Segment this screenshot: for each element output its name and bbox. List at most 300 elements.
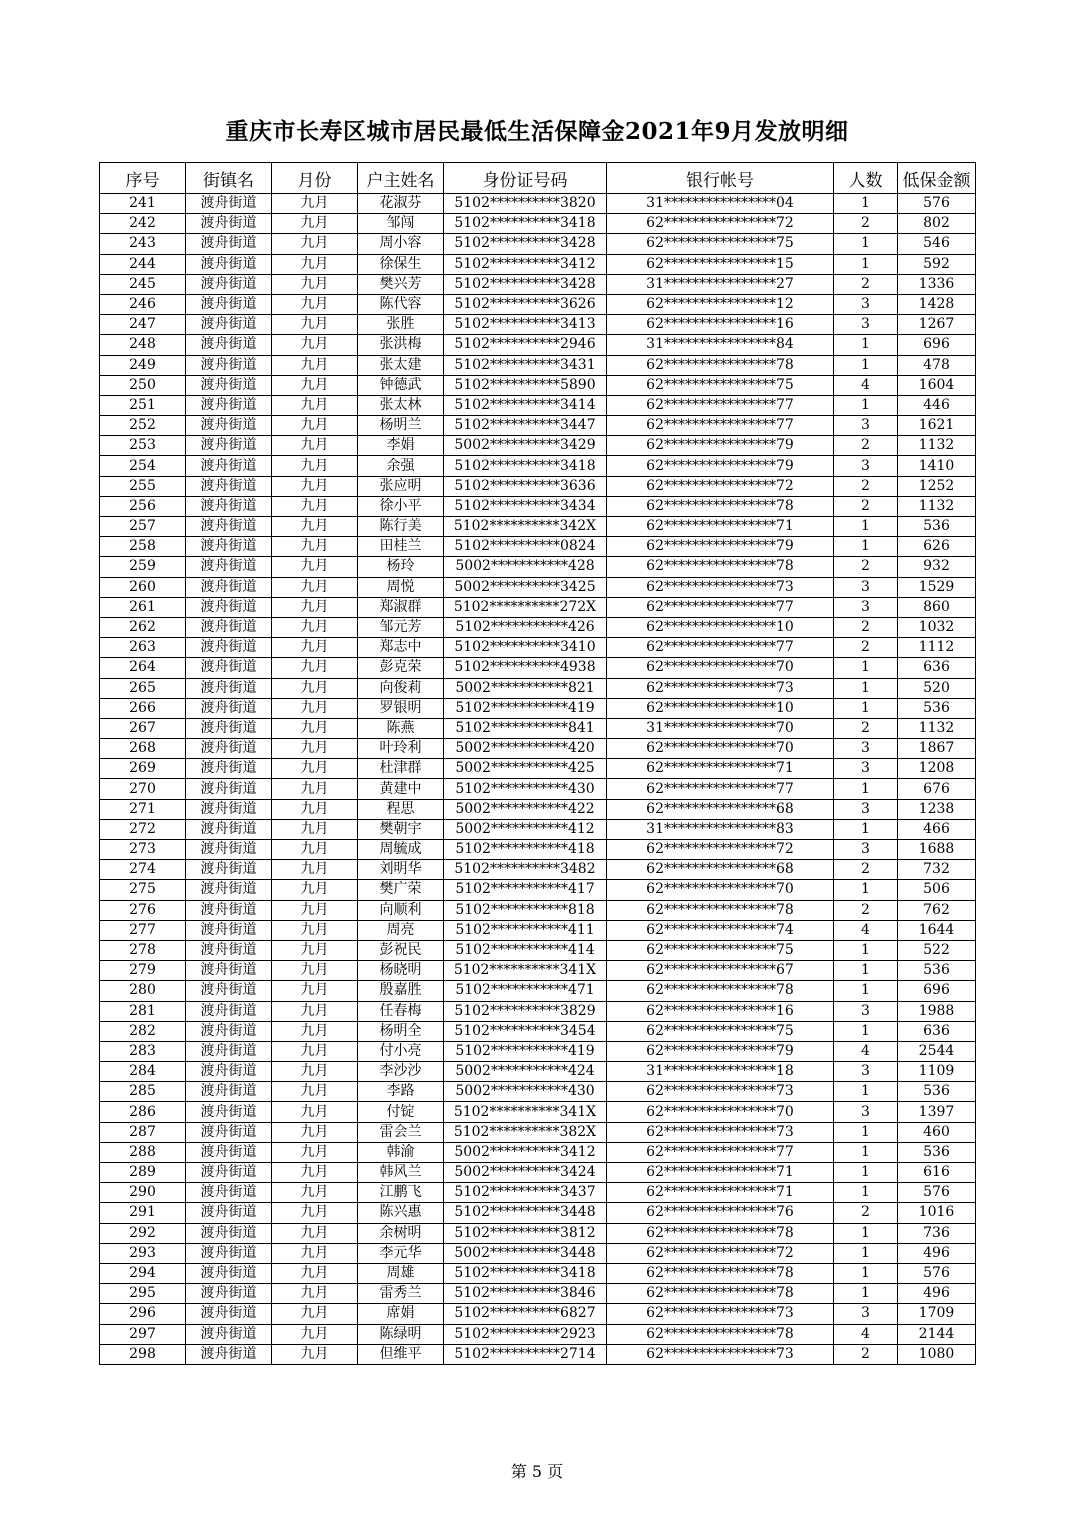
table-cell: 渡舟街道 [186,920,272,940]
table-cell: 62****************73 [607,1082,834,1102]
table-cell: 渡舟街道 [186,1183,272,1203]
table-row [100,294,976,314]
table-cell: 276 [100,900,186,920]
table-cell: 62****************71 [607,1183,834,1203]
table-row [100,496,976,516]
table-cell: 2144 [898,1324,976,1344]
table-cell: 5102***********426 [444,617,607,637]
table-cell: 1529 [898,577,976,597]
table-cell: 1621 [898,416,976,436]
table-cell: 289 [100,1163,186,1183]
table-cell: 62****************71 [607,1163,834,1183]
table-cell: 九月 [272,617,358,637]
table-cell: 陈燕 [358,718,444,738]
table-cell: 62****************75 [607,234,834,254]
table-cell: 1 [834,1183,898,1203]
table-cell: 5002**********3425 [444,577,607,597]
table-cell: 席娟 [358,1304,444,1324]
table-cell: 285 [100,1082,186,1102]
table-cell: 九月 [272,1324,358,1344]
table-cell: 彭克荣 [358,658,444,678]
table-cell: 5102***********417 [444,880,607,900]
table-cell: 渡舟街道 [186,274,272,294]
table-cell: 62****************78 [607,1324,834,1344]
table-cell: 渡舟街道 [186,1122,272,1142]
table-cell: 向顺利 [358,900,444,920]
table-cell: 496 [898,1243,976,1263]
table-cell: 62****************78 [607,557,834,577]
table-cell: 雷秀兰 [358,1284,444,1304]
table-cell: 九月 [272,355,358,375]
table-cell: 彭祝民 [358,940,444,960]
table-cell: 周悦 [358,577,444,597]
table-cell: 1604 [898,375,976,395]
table-cell: 徐小平 [358,496,444,516]
table-cell: 罗银明 [358,698,444,718]
table-cell: 62****************70 [607,739,834,759]
table-cell: 九月 [272,1243,358,1263]
table-row [100,395,976,415]
table-cell: 262 [100,617,186,637]
table-cell: 2544 [898,1041,976,1061]
table-row [100,557,976,577]
table-cell: 渡舟街道 [186,1203,272,1223]
table-cell: 269 [100,759,186,779]
table-cell: 62****************73 [607,1344,834,1364]
table-cell: 九月 [272,678,358,698]
table-cell: 韩渝 [358,1142,444,1162]
table-cell: 1336 [898,274,976,294]
table-cell: 1 [834,940,898,960]
table-cell: 496 [898,1284,976,1304]
table-cell: 1 [834,981,898,1001]
table-cell: 261 [100,597,186,617]
table-cell: 62****************79 [607,436,834,456]
table-cell: 265 [100,678,186,698]
table-cell: 1267 [898,315,976,335]
table-row [100,1223,976,1243]
table-cell: 62****************71 [607,759,834,779]
table-cell: 4 [834,1041,898,1061]
table-cell: 260 [100,577,186,597]
table-cell: 1 [834,1021,898,1041]
table-cell: 九月 [272,739,358,759]
table-cell: 62****************77 [607,779,834,799]
table-cell: 290 [100,1183,186,1203]
table-cell: 渡舟街道 [186,194,272,214]
table-cell: 渡舟街道 [186,395,272,415]
table-row [100,315,976,335]
table-cell: 592 [898,254,976,274]
allowance-table [99,162,976,1365]
table-cell: 293 [100,1243,186,1263]
table-row [100,476,976,496]
table-cell: 62****************77 [607,638,834,658]
table-cell: 62****************77 [607,1142,834,1162]
table-cell: 736 [898,1223,976,1243]
table-cell: 九月 [272,1122,358,1142]
table-cell: 1132 [898,436,976,456]
table-cell: 樊兴芳 [358,274,444,294]
table-cell: 31****************04 [607,194,834,214]
table-cell: 62****************78 [607,1284,834,1304]
table-row [100,355,976,375]
table-cell: 3 [834,1062,898,1082]
table-cell: 李元华 [358,1243,444,1263]
table-cell: 余树明 [358,1223,444,1243]
table-cell: 九月 [272,940,358,960]
table-cell: 62****************15 [607,254,834,274]
table-cell: 286 [100,1102,186,1122]
table-cell: 696 [898,981,976,1001]
table-cell: 付小亮 [358,1041,444,1061]
table-cell: 31****************83 [607,819,834,839]
table-cell: 5002***********422 [444,799,607,819]
table-cell: 1112 [898,638,976,658]
table-cell: 1 [834,335,898,355]
table-cell: 陈兴惠 [358,1203,444,1223]
table-row [100,819,976,839]
table-cell: 渡舟街道 [186,739,272,759]
table-cell: 周亮 [358,920,444,940]
table-row [100,759,976,779]
table-row [100,436,976,456]
table-cell: 287 [100,1122,186,1142]
table-cell: 程思 [358,799,444,819]
table-cell: 渡舟街道 [186,416,272,436]
table-cell: 255 [100,476,186,496]
table-cell: 626 [898,537,976,557]
table-cell: 渡舟街道 [186,698,272,718]
table-cell: 1238 [898,799,976,819]
table-cell: 62****************71 [607,517,834,537]
table-cell: 1016 [898,1203,976,1223]
table-cell: 2 [834,496,898,516]
table-cell: 九月 [272,234,358,254]
table-cell: 3 [834,597,898,617]
table-row [100,1163,976,1183]
table-row [100,1062,976,1082]
table-header-row [100,163,976,194]
table-row [100,799,976,819]
table-cell: 渡舟街道 [186,840,272,860]
table-cell: 刘明华 [358,860,444,880]
table-cell: 1 [834,537,898,557]
table-row [100,1304,976,1324]
table-row [100,456,976,476]
table-cell: 31****************84 [607,335,834,355]
table-cell: 九月 [272,577,358,597]
table-cell: 2 [834,617,898,637]
table-cell: 九月 [272,1142,358,1162]
table-cell: 254 [100,456,186,476]
table-row [100,698,976,718]
table-cell: 5002***********412 [444,819,607,839]
table-cell: 九月 [272,335,358,355]
table-cell: 3 [834,799,898,819]
header-cell: 身份证号码 [444,163,607,194]
table-cell: 1132 [898,496,976,516]
table-cell: 1 [834,779,898,799]
table-cell: 九月 [272,1102,358,1122]
table-cell: 298 [100,1344,186,1364]
table-cell: 九月 [272,395,358,415]
table-cell: 62****************76 [607,1203,834,1223]
table-cell: 62****************75 [607,940,834,960]
table-cell: 1132 [898,718,976,738]
table-cell: 297 [100,1324,186,1344]
table-row [100,1021,976,1041]
table-cell: 5102**********3482 [444,860,607,880]
table-cell: 九月 [272,456,358,476]
table-cell: 2 [834,274,898,294]
table-cell: 2 [834,1344,898,1364]
table-cell: 1 [834,1284,898,1304]
table-cell: 5102**********2946 [444,335,607,355]
table-cell: 5102***********818 [444,900,607,920]
table-row [100,1284,976,1304]
table-cell: 5102**********3454 [444,1021,607,1041]
table-cell: 520 [898,678,976,698]
table-cell: 256 [100,496,186,516]
table-row [100,1344,976,1364]
table-cell: 1 [834,254,898,274]
table-cell: 渡舟街道 [186,335,272,355]
table-cell: 韩风兰 [358,1163,444,1183]
table-cell: 1109 [898,1062,976,1082]
table-cell: 5102**********3448 [444,1203,607,1223]
table-row [100,577,976,597]
table-row [100,1324,976,1344]
table-row [100,335,976,355]
table-cell: 九月 [272,1001,358,1021]
table-cell: 536 [898,1082,976,1102]
table-cell: 31****************18 [607,1062,834,1082]
table-row [100,1122,976,1142]
table-cell: 李娟 [358,436,444,456]
table-cell: 渡舟街道 [186,880,272,900]
table-cell: 郑志中 [358,638,444,658]
table-cell: 九月 [272,1082,358,1102]
table-cell: 5102**********342X [444,517,607,537]
table-cell: 258 [100,537,186,557]
table-cell: 徐保生 [358,254,444,274]
table-cell: 506 [898,880,976,900]
table-cell: 62****************78 [607,981,834,1001]
table-cell: 5102**********3820 [444,194,607,214]
table-cell: 5102**********3418 [444,456,607,476]
table-cell: 渡舟街道 [186,678,272,698]
table-cell: 1410 [898,456,976,476]
table-cell: 5102***********414 [444,940,607,960]
table-cell: 九月 [272,799,358,819]
table-cell: 274 [100,860,186,880]
table-cell: 5102**********0824 [444,537,607,557]
table-cell: 1644 [898,920,976,940]
table-cell: 62****************16 [607,315,834,335]
table-cell: 九月 [272,638,358,658]
table-cell: 294 [100,1263,186,1283]
table-cell: 5102**********3626 [444,294,607,314]
table-cell: 九月 [272,254,358,274]
table-cell: 渡舟街道 [186,1001,272,1021]
table-cell: 余强 [358,456,444,476]
table-cell: 4 [834,920,898,940]
table-cell: 5102**********3846 [444,1284,607,1304]
table-cell: 62****************78 [607,1223,834,1243]
table-cell: 陈行美 [358,517,444,537]
table-cell: 九月 [272,1344,358,1364]
table-cell: 1080 [898,1344,976,1364]
table-row [100,1001,976,1021]
table-cell: 268 [100,739,186,759]
table-cell: 渡舟街道 [186,638,272,658]
table-cell: 九月 [272,294,358,314]
table-cell: 243 [100,234,186,254]
table-cell: 九月 [272,274,358,294]
table-cell: 3 [834,315,898,335]
table-row [100,254,976,274]
table-cell: 536 [898,517,976,537]
table-cell: 267 [100,718,186,738]
table-cell: 3 [834,294,898,314]
table-cell: 5102**********3636 [444,476,607,496]
table-cell: 渡舟街道 [186,799,272,819]
table-cell: 5002***********821 [444,678,607,698]
table-cell: 1867 [898,739,976,759]
table-cell: 62****************73 [607,678,834,698]
table-cell: 62****************10 [607,698,834,718]
table-cell: 4 [834,1324,898,1344]
table-cell: 5102**********3418 [444,1263,607,1283]
table-cell: 渡舟街道 [186,617,272,637]
table-cell: 5102**********3412 [444,254,607,274]
table-cell: 江鹏飞 [358,1183,444,1203]
table-cell: 渡舟街道 [186,1284,272,1304]
table-cell: 1 [834,1122,898,1142]
table-cell: 62****************10 [607,617,834,637]
table-cell: 1 [834,678,898,698]
table-cell: 281 [100,1001,186,1021]
table-cell: 252 [100,416,186,436]
table-cell: 渡舟街道 [186,1243,272,1263]
table-cell: 渡舟街道 [186,234,272,254]
table-cell: 张太建 [358,355,444,375]
table-cell: 5102**********3410 [444,638,607,658]
table-cell: 渡舟街道 [186,1263,272,1283]
table-cell: 62****************73 [607,1122,834,1142]
table-cell: 62****************77 [607,395,834,415]
table-cell: 黄建中 [358,779,444,799]
table-cell: 5102***********418 [444,840,607,860]
table-cell: 九月 [272,436,358,456]
table-cell: 5102**********2714 [444,1344,607,1364]
table-cell: 860 [898,597,976,617]
table-cell: 1688 [898,840,976,860]
table-cell: 付锭 [358,1102,444,1122]
table-cell: 1 [834,1082,898,1102]
page-number: 第 5 页 [510,1462,564,1481]
table-cell: 九月 [272,214,358,234]
table-cell: 九月 [272,597,358,617]
table-cell: 536 [898,1142,976,1162]
table-cell: 5102***********411 [444,920,607,940]
table-cell: 渡舟街道 [186,1304,272,1324]
table-cell: 九月 [272,517,358,537]
table-cell: 1 [834,961,898,981]
table-row [100,274,976,294]
table-cell: 5102**********3413 [444,315,607,335]
table-cell: 周小容 [358,234,444,254]
table-cell: 1 [834,880,898,900]
table-cell: 3 [834,577,898,597]
table-cell: 但维平 [358,1344,444,1364]
table-row [100,214,976,234]
table-cell: 272 [100,819,186,839]
table-cell: 264 [100,658,186,678]
table-cell: 九月 [272,1041,358,1061]
table-cell: 253 [100,436,186,456]
table-cell: 九月 [272,557,358,577]
table-cell: 2 [834,718,898,738]
table-cell: 陈代容 [358,294,444,314]
table-cell: 259 [100,557,186,577]
table-cell: 251 [100,395,186,415]
table-cell: 九月 [272,194,358,214]
table-cell: 九月 [272,880,358,900]
table-cell: 1988 [898,1001,976,1021]
table-row [100,658,976,678]
table-cell: 邹闯 [358,214,444,234]
table-cell: 62****************72 [607,476,834,496]
table-cell: 62****************70 [607,658,834,678]
table-cell: 渡舟街道 [186,779,272,799]
table-cell: 钟德武 [358,375,444,395]
header-cell: 街镇名 [186,163,272,194]
table-cell: 576 [898,1263,976,1283]
header-cell: 银行帐号 [607,163,834,194]
table-cell: 渡舟街道 [186,1142,272,1162]
table-row [100,961,976,981]
table-cell: 郑淑群 [358,597,444,617]
table-cell: 5102**********382X [444,1122,607,1142]
table-row [100,981,976,1001]
table-cell: 2 [834,860,898,880]
table-cell: 1 [834,1163,898,1183]
table-cell: 4 [834,375,898,395]
table-cell: 288 [100,1142,186,1162]
table-cell: 5102**********3431 [444,355,607,375]
table-cell: 九月 [272,860,358,880]
table-cell: 62****************67 [607,961,834,981]
table-cell: 张胜 [358,315,444,335]
table-cell: 249 [100,355,186,375]
table-cell: 渡舟街道 [186,718,272,738]
table-cell: 1 [834,355,898,375]
table-row [100,1263,976,1283]
table-cell: 5102**********341X [444,961,607,981]
table-cell: 295 [100,1284,186,1304]
table-cell: 九月 [272,1163,358,1183]
table-cell: 5102**********3414 [444,395,607,415]
table-cell: 渡舟街道 [186,1102,272,1122]
table-cell: 696 [898,335,976,355]
table-cell: 樊广荣 [358,880,444,900]
table-cell: 5002***********428 [444,557,607,577]
header-cell: 低保金额 [898,163,976,194]
table-cell: 渡舟街道 [186,214,272,234]
table-cell: 渡舟街道 [186,759,272,779]
